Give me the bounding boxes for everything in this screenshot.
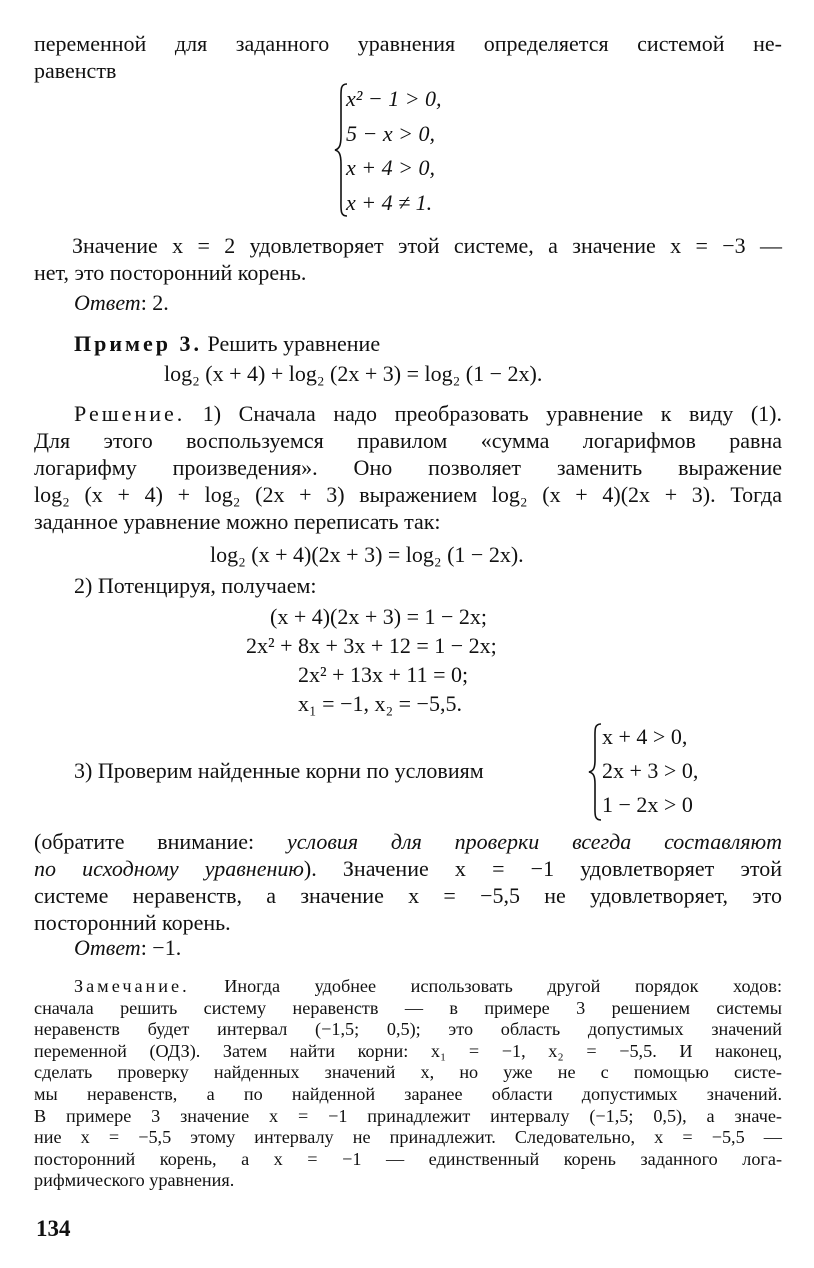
system-1-line: x² − 1 > 0,: [346, 86, 442, 111]
system-1: [346, 82, 442, 220]
note-line-4: посторонний корень.: [34, 910, 231, 935]
answer-value: : −1.: [140, 935, 182, 960]
system-2-line: 2x + 3 > 0,: [602, 758, 699, 783]
intro-line-1: переменной для заданного уравнения определяется системой не-: [34, 31, 782, 56]
example-label: Пример 3.: [74, 331, 203, 356]
page-number: 134: [36, 1216, 71, 1241]
remark-line: мы неравенств, а по найденной заранее области допустимых значений.: [34, 1083, 782, 1104]
remark-line: неравенств будет интервал (−1,5; 0,5); это область допустимых значений: [34, 1019, 782, 1040]
system-1-line: x + 4 > 0,: [346, 155, 435, 180]
solution-line-1: Решение. 1) Сначала надо преобразовать уравнение к виду (1).: [74, 401, 783, 426]
remark-label: Замечание.: [74, 976, 190, 996]
system-1-line: x + 4 ≠ 1.: [346, 189, 433, 215]
check-paragraph: [34, 232, 782, 286]
example-equation: log₂ (x + 4) + log₂ (2x + 3) = log₂ (1 − 2x).: [164, 361, 543, 386]
solution-line-4: log₂ (x + 4) + log₂ (2x + 3) выражением log₂ (x + 4)(2x + 3). Тогда: [34, 482, 782, 507]
remark-line: посторонний корень, а x = −1 — единственный корень заданного лога-: [34, 1148, 782, 1169]
remark-line: В примере 3 значение x = −1 принадлежит интервалу (−1,5; 0,5), а значе-: [34, 1105, 782, 1126]
check-line-2: нет, это посторонний корень.: [34, 260, 307, 285]
step-2-eq: x₁ = −1, x₂ = −5,5.: [298, 691, 462, 716]
note-paragraph: [34, 828, 782, 936]
example-3-heading: [74, 331, 380, 357]
answer-value: : 2.: [140, 290, 169, 315]
solution-line-3: логарифму произведения». Оно позволяет заменить выражение: [34, 455, 782, 480]
answer-label: Ответ: [74, 290, 141, 315]
solution-label: Решение.: [74, 401, 186, 426]
remark-line: сделать проверку найденных значений x, но уже не с помощью систе-: [34, 1062, 782, 1083]
intro-line-2: равенств: [34, 58, 117, 83]
system-2-line: x + 4 > 0,: [602, 724, 688, 749]
answer-2: [74, 935, 181, 961]
answer-label: Ответ: [74, 935, 141, 960]
remark-line: рифмического уравнения.: [34, 1170, 235, 1191]
system-2-line: 1 − 2x > 0: [602, 792, 693, 817]
remark-line: Замечание. Иногда удобнее использовать другой порядок ходов:: [74, 976, 783, 996]
solution-line-5: заданное уравнение можно переписать так:: [34, 509, 441, 534]
step-3: 3) Проверим найденные корни по условиям: [74, 758, 484, 783]
answer-1: [74, 290, 169, 316]
note-line-1: (обратите внимание: условия для проверки всегда составляют: [34, 829, 782, 854]
step-2-eq: (x + 4)(2x + 3) = 1 − 2x;: [270, 604, 488, 629]
remark-line: ние x = −5,5 этому интервалу не принадлежит. Следовательно, x = −5,5 —: [34, 1127, 782, 1148]
note-line-2: по исходному уравнению). Значение x = −1 удовлетворяет этой: [34, 856, 782, 881]
system-2: [602, 720, 698, 822]
remark-line: сначала решить систему неравенств — в примере 3 решением системы: [34, 997, 782, 1018]
system-1-line: 5 − x > 0,: [346, 120, 435, 146]
remark-paragraph: [34, 976, 782, 1192]
check-line-1: Значение x = 2 удовлетворяет этой системе, а значение x = −3 —: [72, 233, 782, 258]
remark-line: переменной (ОДЗ). Затем найти корни: x₁ = −1, x₂ = −5,5. И наконец,: [34, 1040, 782, 1061]
example-text: Решить уравнение: [207, 331, 381, 356]
solution-line-2: Для этого воспользуемся правилом «сумма логарифмов равна: [34, 428, 782, 453]
intro-paragraph: [34, 30, 782, 84]
solution-paragraph: [34, 400, 782, 535]
step-2-eq: 2x² + 13x + 11 = 0;: [298, 662, 469, 687]
solution-equation: log₂ (x + 4)(2x + 3) = log₂ (1 − 2x).: [210, 542, 524, 567]
step-2: 2) Потенцируя, получаем:: [74, 573, 317, 598]
note-line-3: системе неравенств, а значение x = −5,5 не удовлетворяет, это: [34, 883, 782, 908]
step-2-eq: 2x² + 8x + 3x + 12 = 1 − 2x;: [246, 633, 497, 658]
